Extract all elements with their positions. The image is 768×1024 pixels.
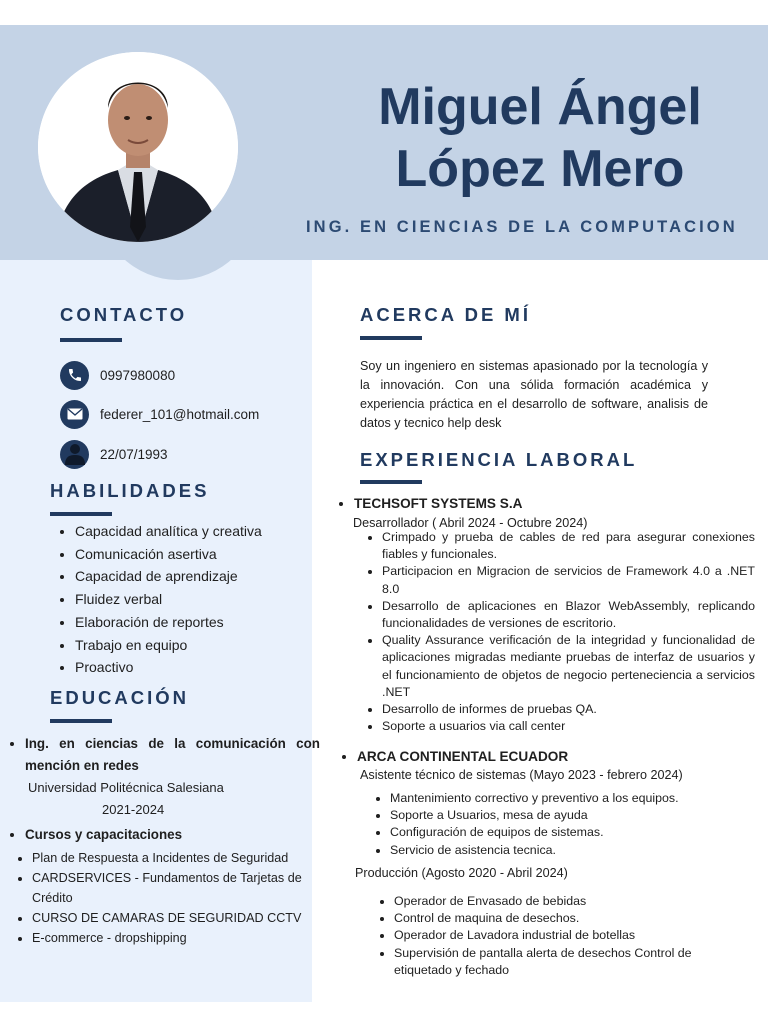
skill-item: • Capacidad de aprendizaje <box>75 565 262 588</box>
contact-birthdate: 22/07/1993 <box>100 446 168 462</box>
courses-heading-list <box>8 825 182 845</box>
contact-email: federer_101@hotmail.com <box>100 406 260 422</box>
job-task: • Operador de Envasado de bebidas <box>394 893 724 910</box>
job-task: • Quality Assurance verificación de la integridad y funcionalidad de aplicaciones migradas mediante pruebas de interfaz de usuarios y el funcionamiento de objetos de negocio perteneciencia a servicios .NET <box>382 632 755 701</box>
job-company-list <box>337 495 522 513</box>
course-item: • CARDSERVICES - Fundamentos de Tarjetas de Crédito <box>32 868 322 908</box>
contact-phone: 0997980080 <box>100 367 176 383</box>
course-item: • CURSO DE CAMARAS DE SEGURIDAD CCTV <box>32 908 322 928</box>
about-heading: ACERCA DE MÍ <box>360 304 531 325</box>
job-task: • Configuración de equipos de sistemas. <box>390 824 750 841</box>
job-task: • Participacion en Migracion de servicios de Framework 4.0 a .NET 8.0 <box>382 563 755 597</box>
job-task-list <box>377 893 724 979</box>
skill-item: • Fluidez verbal <box>75 588 262 611</box>
email-icon <box>60 400 89 429</box>
experience-heading: EXPERIENCIA LABORAL <box>360 449 638 470</box>
experience-underline <box>360 480 422 484</box>
skill-item: • Capacidad analítica y creativa <box>75 520 262 543</box>
contact-birthdate-row <box>60 439 168 469</box>
job-company: • TECHSOFT SYSTEMS S.A <box>354 495 522 513</box>
course-item: • Plan de Respuesta a Incidentes de Seguridad <box>32 848 322 868</box>
degree-list <box>8 733 320 777</box>
skills-heading: HABILIDADES <box>50 480 210 501</box>
skills-underline <box>50 512 112 516</box>
skill-item: • Trabajo en equipo <box>75 634 262 657</box>
contact-heading: CONTACTO <box>60 304 188 325</box>
job-company: • ARCA CONTINENTAL ECUADOR <box>357 748 568 766</box>
job-task: • Mantenimiento correctivo y preventivo a los equipos. <box>390 790 750 807</box>
job-task: • Desarrollo de aplicaciones en Blazor WebAssembly, replicando funcionalidades de versiones de escritorio. <box>382 598 755 632</box>
contact-phone-row <box>60 360 175 390</box>
skill-item: • Comunicación asertiva <box>75 543 262 566</box>
job-role: Desarrollador ( Abril 2024 - Octubre 2024) <box>353 516 588 530</box>
job-task: • Control de maquina de desechos. <box>394 910 724 927</box>
about-text: Soy un ingeniero en sistemas apasionado por la tecnología y la innovación. Con una sólida formación académica y experiencia práctica en el desarrollo de software, analisis de datos y tecnico help desk <box>360 359 708 430</box>
job-role: Producción (Agosto 2020 - Abril 2024) <box>355 866 568 880</box>
about-underline <box>360 336 422 340</box>
job-task-list <box>365 529 755 735</box>
job-task: • Soporte a usuarios via call center <box>382 718 755 735</box>
job-role: Asistente técnico de sistemas (Mayo 2023 - febrero 2024) <box>360 768 683 782</box>
profile-photo <box>38 52 238 242</box>
professional-title: ING. EN CIENCIAS DE LA COMPUTACION <box>306 218 738 236</box>
job-task: • Crimpado y prueba de cables de red para asegurar conexiones fiables y funcionales. <box>382 529 755 563</box>
job-task: • Supervisión de pantalla alerta de desechos Control de etiquetado y fechado <box>394 945 724 979</box>
education-years: 2021-2024 <box>102 802 165 817</box>
education-heading: EDUCACIÓN <box>50 687 190 708</box>
person-name <box>330 76 750 200</box>
skills-list <box>57 520 262 679</box>
name-line-2: López Mero <box>395 140 685 198</box>
job-task: • Soporte a Usuarios, mesa de ayuda <box>390 807 750 824</box>
job-company-list <box>340 748 568 766</box>
contact-underline <box>60 338 122 342</box>
education-underline <box>50 719 112 723</box>
person-icon <box>60 440 89 469</box>
phone-icon <box>60 361 89 390</box>
skill-item: • Elaboración de reportes <box>75 611 262 634</box>
name-line-1: Miguel Ángel <box>378 78 702 136</box>
courses-heading: • Cursos y capacitaciones <box>25 825 182 845</box>
course-item: • E-commerce - dropshipping <box>32 928 322 948</box>
job-task: • Servicio de asistencia tecnica. <box>390 842 750 859</box>
job-task: • Desarrollo de informes de pruebas QA. <box>382 701 755 718</box>
degree: • Ing. en ciencias de la comunicación con mención en redes <box>25 733 320 777</box>
skill-item: • Proactivo <box>75 656 262 679</box>
job-task: • Operador de Lavadora industrial de botellas <box>394 927 724 944</box>
courses-list <box>15 848 322 948</box>
university: Universidad Politécnica Salesiana <box>28 780 224 795</box>
job-task-list <box>373 790 750 859</box>
contact-email-row <box>60 399 259 429</box>
